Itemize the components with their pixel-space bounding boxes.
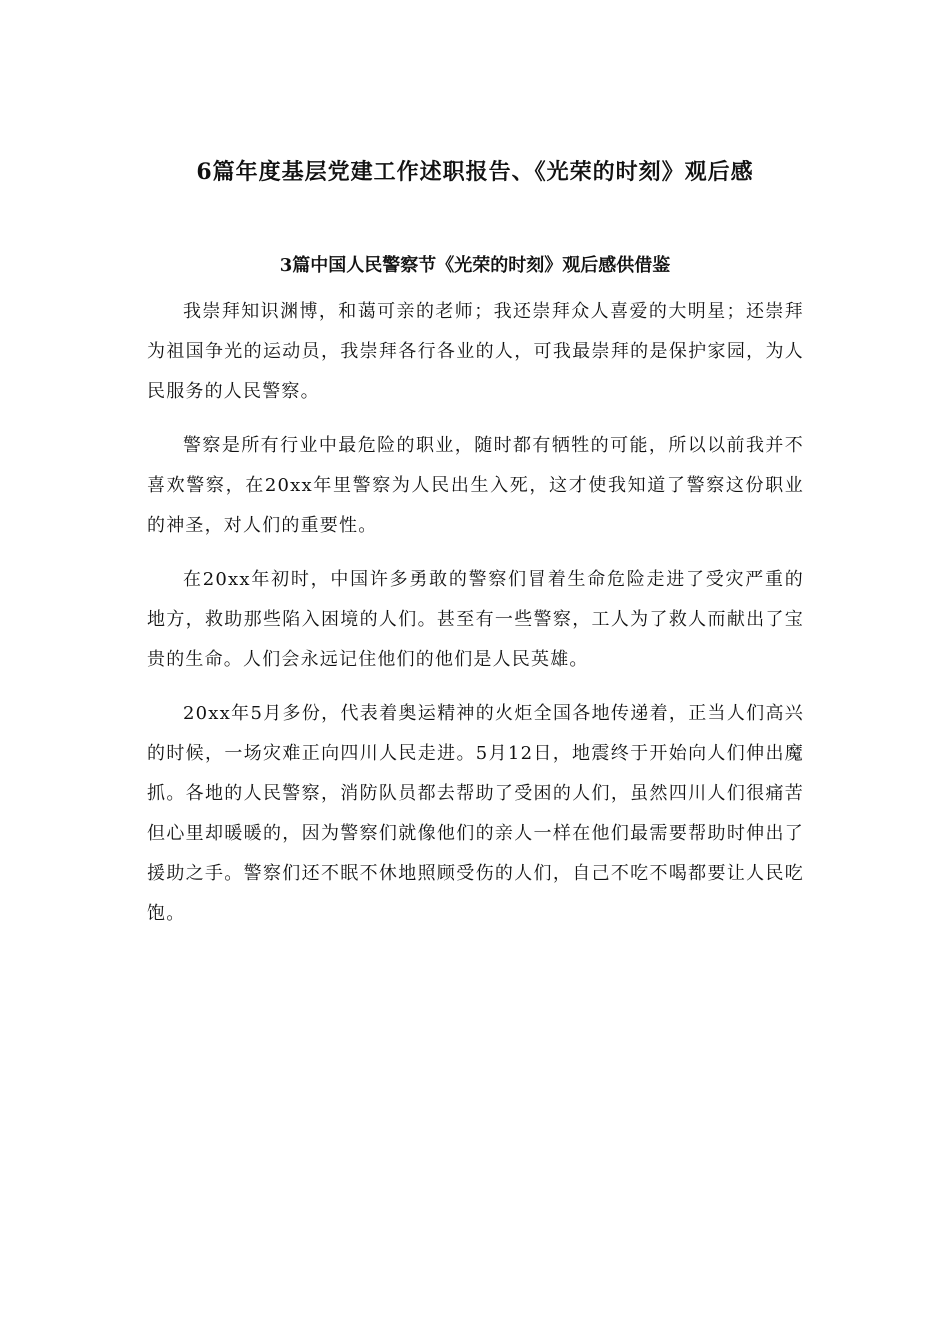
paragraph: 警察是所有行业中最危险的职业，随时都有牺牲的可能，所以以前我并不喜欢警察，在20xx年里警察为人民出生入死，这才使我知道了警察这份职业的神圣，对人们的重要性。 [147,435,804,536]
section-title: 3篇中国人民警察节《光荣的时刻》观后感供借鉴 [279,255,671,276]
document-body [147,292,804,948]
paragraph: 在20xx年初时，中国许多勇敢的警察们冒着生命危险走进了受灾严重的地方，救助那些陷入困境的人们。甚至有一些警察，工人为了救人而献出了宝贵的生命。人们会永远记住他们的他们是人民英雄。 [147,569,804,670]
paragraph: 20xx年5月多份，代表着奥运精神的火炬全国各地传递着，正当人们高兴的时候，一场灾难正向四川人民走进。5月12日，地震终于开始向人们伸出魔抓。各地的人民警察，消防队员都去帮助了受困的人们，虽然四川人们很痛苦但心里却暖暖的，因为警察们就像他们的亲人一样在他们最需要帮助时伸出了援助之手。警察们还不眠不休地照顾受伤的人们，自己不吃不喝都要让人民吃饱。 [147,703,804,924]
document-title: 6篇年度基层党建工作述职报告、《光荣的时刻》观后感 [196,159,754,185]
paragraph: 我崇拜知识渊博，和蔼可亲的老师；我还崇拜众人喜爱的大明星；还崇拜为祖国争光的运动员，我崇拜各行各业的人，可我最崇拜的是保护家园，为人民服务的人民警察。 [147,301,804,402]
